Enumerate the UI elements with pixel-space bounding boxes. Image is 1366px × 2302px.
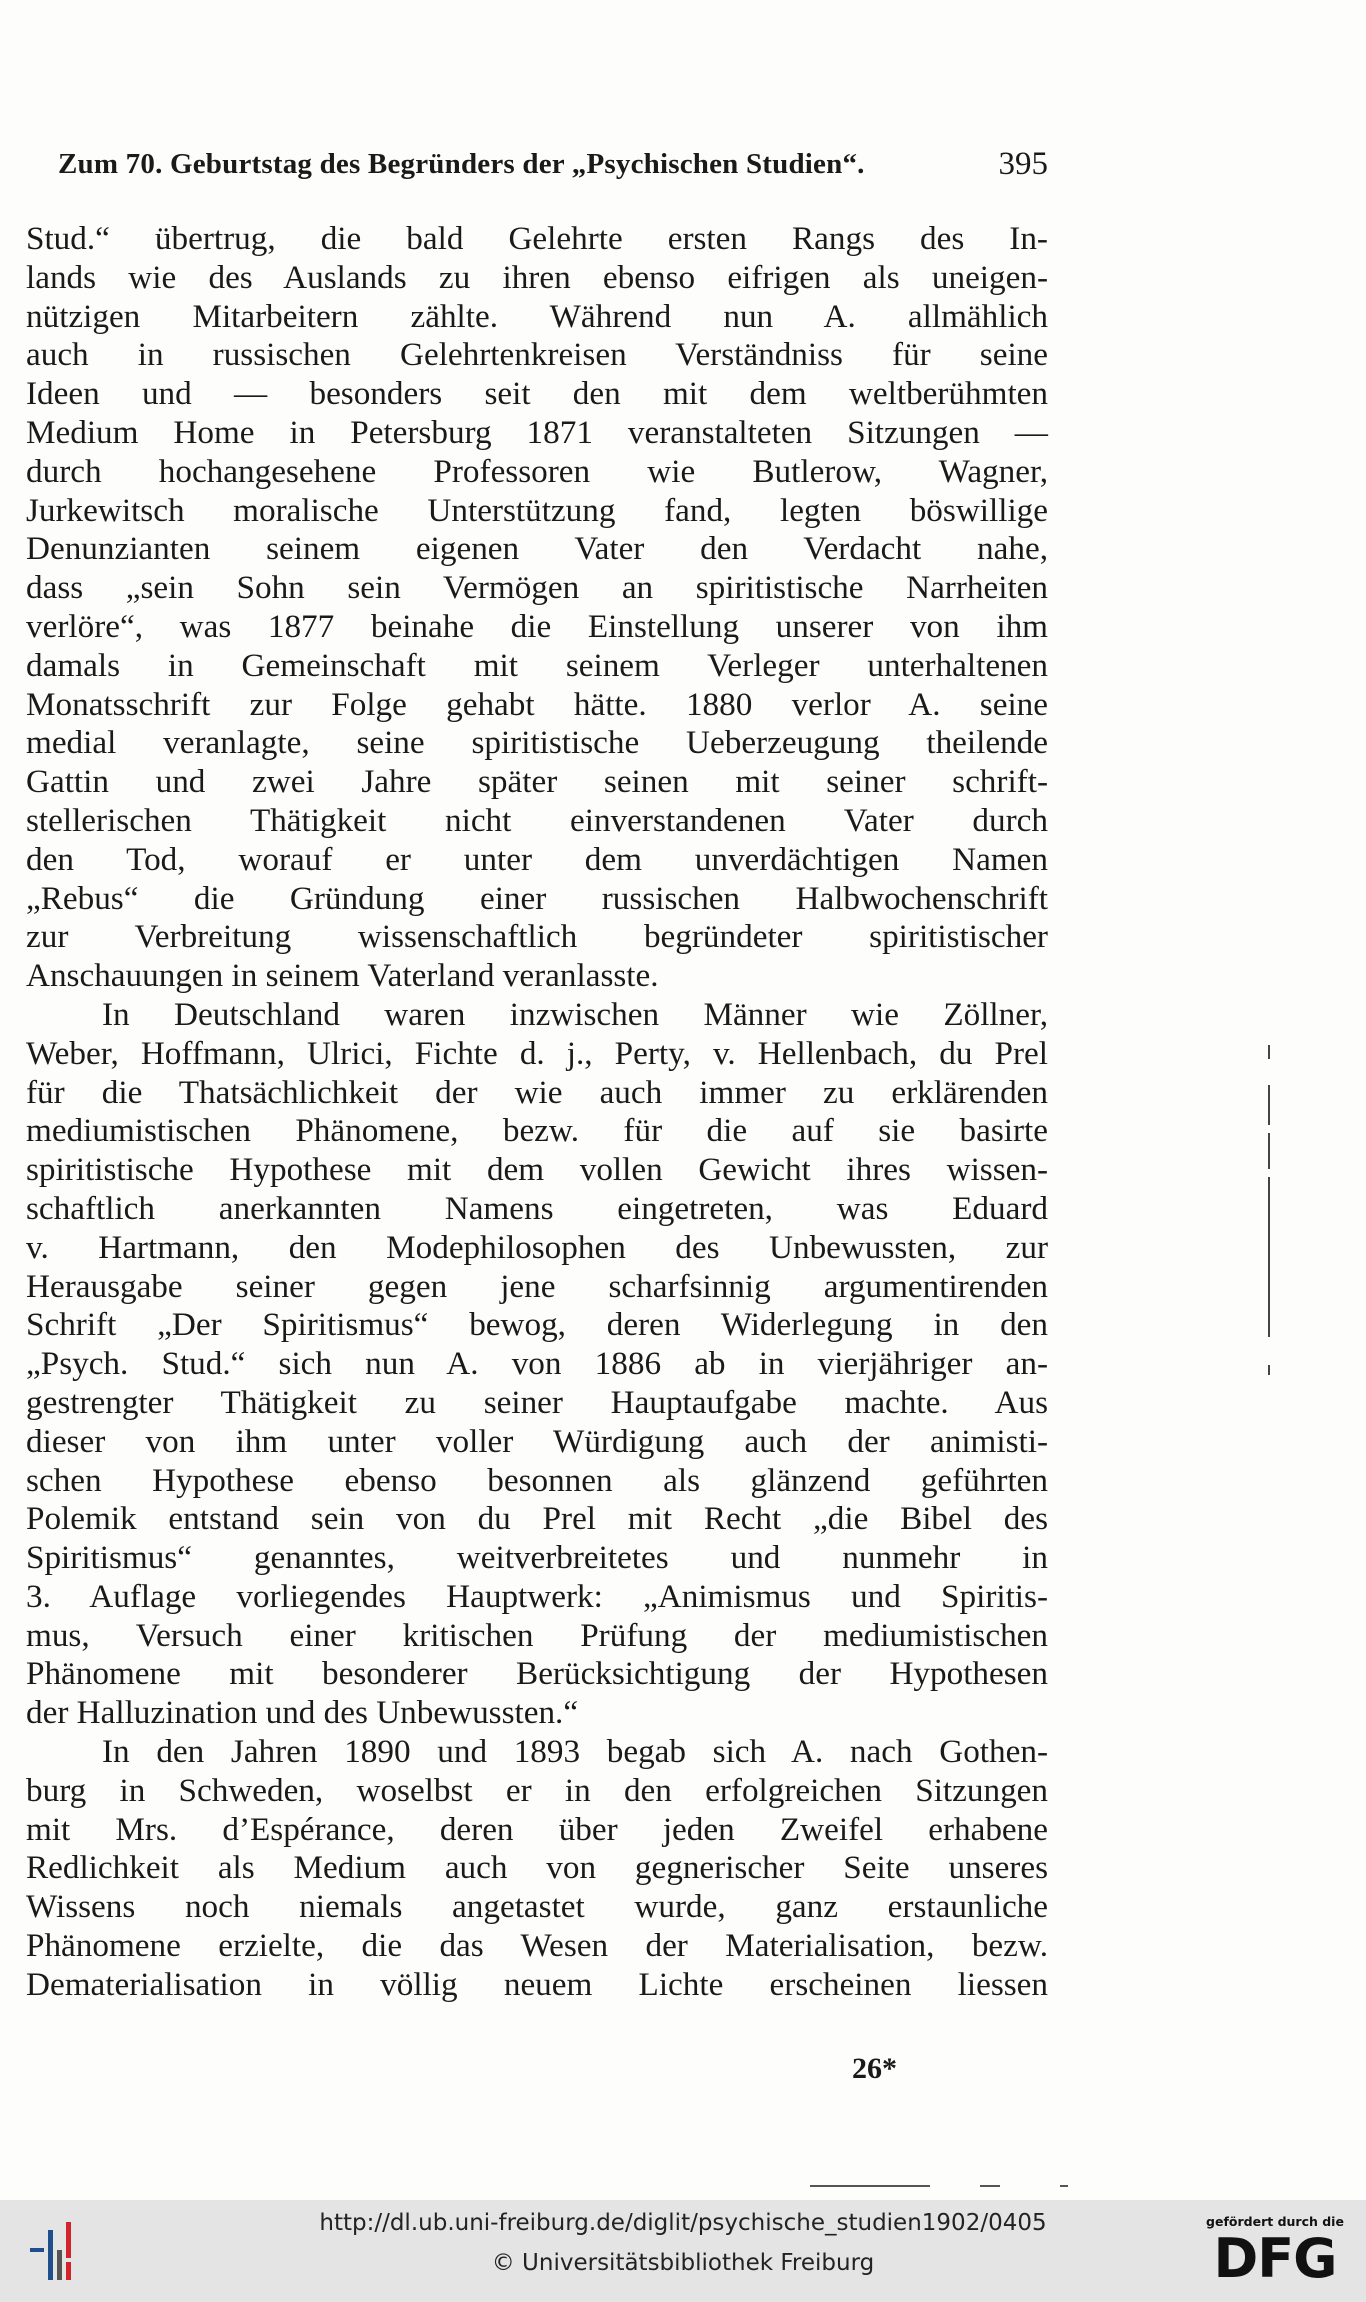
signature-mark: 26* bbox=[852, 2052, 897, 2085]
text-line: Medium Home in Petersburg 1871 veranstalteten Sitzungen — bbox=[26, 413, 1048, 451]
text-line: nützigen Mitarbeitern zählte. Während nun A. allmählich bbox=[26, 297, 1048, 335]
text-line: der Halluzination und des Unbewussten.“ bbox=[26, 1694, 579, 1732]
viewer-footer bbox=[0, 2200, 1366, 2302]
margin-marks bbox=[1268, 1045, 1272, 1375]
dfg-logo bbox=[1200, 2214, 1350, 2294]
text-line: mediumistischen Phänomene, bezw. für die auf sie basirte bbox=[26, 1112, 1048, 1150]
dfg-wordmark: DFG bbox=[1213, 2227, 1337, 2290]
permalink-url[interactable]: http://dl.ub.uni-freiburg.de/diglit/psychische_studien1902/0405 bbox=[319, 2210, 1047, 2236]
text-line: für die Thatsächlichkeit der wie auch immer zu erklärenden bbox=[26, 1073, 1048, 1111]
text-line: verlöre“, was 1877 beinahe die Einstellung unserer von ihm bbox=[26, 607, 1048, 645]
text-line: In den Jahren 1890 und 1893 begab sich A. nach Gothen- bbox=[102, 1733, 1048, 1771]
text-line: gestrengter Thätigkeit zu seiner Hauptaufgabe machte. Aus bbox=[26, 1383, 1048, 1421]
text-line: Spiritismus“ genanntes, weitverbreitetes und nunmehr in bbox=[26, 1539, 1048, 1577]
text-line: auch in russischen Gelehrtenkreisen Verständniss für seine bbox=[26, 336, 1048, 374]
text-line: In Deutschland waren inzwischen Männer wie Zöllner, bbox=[102, 995, 1048, 1033]
copyright-notice: © Universitätsbibliothek Freiburg bbox=[491, 2250, 875, 2276]
text-line: Ideen und — besonders seit den mit dem weltberühmten bbox=[26, 375, 1048, 413]
body-text bbox=[26, 220, 1048, 2005]
text-line: den Tod, worauf er unter dem unverdächtigen Namen bbox=[26, 840, 1048, 878]
text-line: dieser von ihm unter voller Würdigung auch der animisti- bbox=[26, 1422, 1048, 1460]
text-line: Stud.“ übertrug, die bald Gelehrte ersten Rangs des In- bbox=[26, 220, 1048, 257]
text-line: dass „sein Sohn sein Vermögen an spiritistische Narrheiten bbox=[26, 569, 1048, 607]
text-line: „Psych. Stud.“ sich nun A. von 1886 ab in vierjähriger an- bbox=[26, 1345, 1048, 1383]
text-line: burg in Schweden, woselbst er in den erfolgreichen Sitzungen bbox=[26, 1771, 1048, 1809]
text-line: Herausgabe seiner gegen jene scharfsinnig argumentirenden bbox=[26, 1267, 1048, 1305]
running-header bbox=[58, 142, 1048, 186]
text-line: mus, Versuch einer kritischen Prüfung der mediumistischen bbox=[26, 1616, 1048, 1654]
text-line: Wissens noch niemals angetastet wurde, ganz erstaunliche bbox=[26, 1888, 1048, 1926]
text-line: stellerischen Thätigkeit nicht einverstandenen Vater durch bbox=[26, 801, 1048, 839]
text-line: v. Hartmann, den Modephilosophen des Unbewussten, zur bbox=[26, 1228, 1048, 1266]
text-line: schaftlich anerkannten Namens eingetreten, was Eduard bbox=[26, 1189, 1048, 1227]
text-line: damals in Gemeinschaft mit seinem Verleger unterhaltenen bbox=[26, 646, 1048, 684]
text-line: Anschauungen in seinem Vaterland veranlasste. bbox=[26, 957, 659, 995]
funder-caption: gefördert durch die bbox=[1206, 2214, 1344, 2229]
text-line: medial veranlagte, seine spiritistische Ueberzeugung theilende bbox=[26, 724, 1048, 762]
text-line: Monatsschrift zur Folge gehabt hätte. 1880 verlor A. seine bbox=[26, 685, 1048, 723]
text-line: Phänomene erzielte, die das Wesen der Materialisation, bezw. bbox=[26, 1927, 1048, 1965]
scan-edge-marks bbox=[800, 2185, 1100, 2188]
text-line: durch hochangesehene Professoren wie Butlerow, Wagner, bbox=[26, 452, 1048, 490]
text-line: spiritistische Hypothese mit dem vollen Gewicht ihres wissen- bbox=[26, 1151, 1048, 1189]
text-line: schen Hypothese ebenso besonnen als glänzend geführten bbox=[26, 1461, 1048, 1499]
text-line: mit Mrs. d’Espérance, deren über jeden Zweifel erhabene bbox=[26, 1810, 1048, 1848]
text-line: „Rebus“ die Gründung einer russischen Halbwochenschrift bbox=[26, 879, 1048, 917]
text-line: Phänomene mit besonderer Berücksichtigung der Hypothesen bbox=[26, 1655, 1048, 1693]
text-line: lands wie des Auslands zu ihren ebenso eifrigen als uneigen- bbox=[26, 258, 1048, 296]
text-line: zur Verbreitung wissenschaftlich begründeter spiritistischer bbox=[26, 918, 1048, 956]
text-line: Jurkewitsch moralische Unterstützung fand, legten böswillige bbox=[26, 491, 1048, 529]
text-line: Polemik entstand sein von du Prel mit Recht „die Bibel des bbox=[26, 1500, 1048, 1538]
text-line: Gattin und zwei Jahre später seinen mit seiner schrift- bbox=[26, 763, 1048, 801]
text-line: Weber, Hoffmann, Ulrici, Fichte d. j., Perty, v. Hellenbach, du Prel bbox=[26, 1034, 1048, 1072]
text-line: Denunzianten seinem eigenen Vater den Verdacht nahe, bbox=[26, 530, 1048, 568]
running-title: Zum 70. Geburtstag des Begründers der „Psychischen Studien“. bbox=[58, 148, 865, 180]
text-line: Redlichkeit als Medium auch von gegnerischer Seite unseres bbox=[26, 1849, 1048, 1887]
text-line: Dematerialisation in völlig neuem Lichte erscheinen liessen bbox=[26, 1965, 1048, 2003]
page-number: 395 bbox=[998, 146, 1048, 182]
text-line: Schrift „Der Spiritismus“ bewog, deren Widerlegung in den bbox=[26, 1306, 1048, 1344]
text-line: 3. Auflage vorliegendes Hauptwerk: „Animismus und Spiritis- bbox=[26, 1577, 1048, 1615]
